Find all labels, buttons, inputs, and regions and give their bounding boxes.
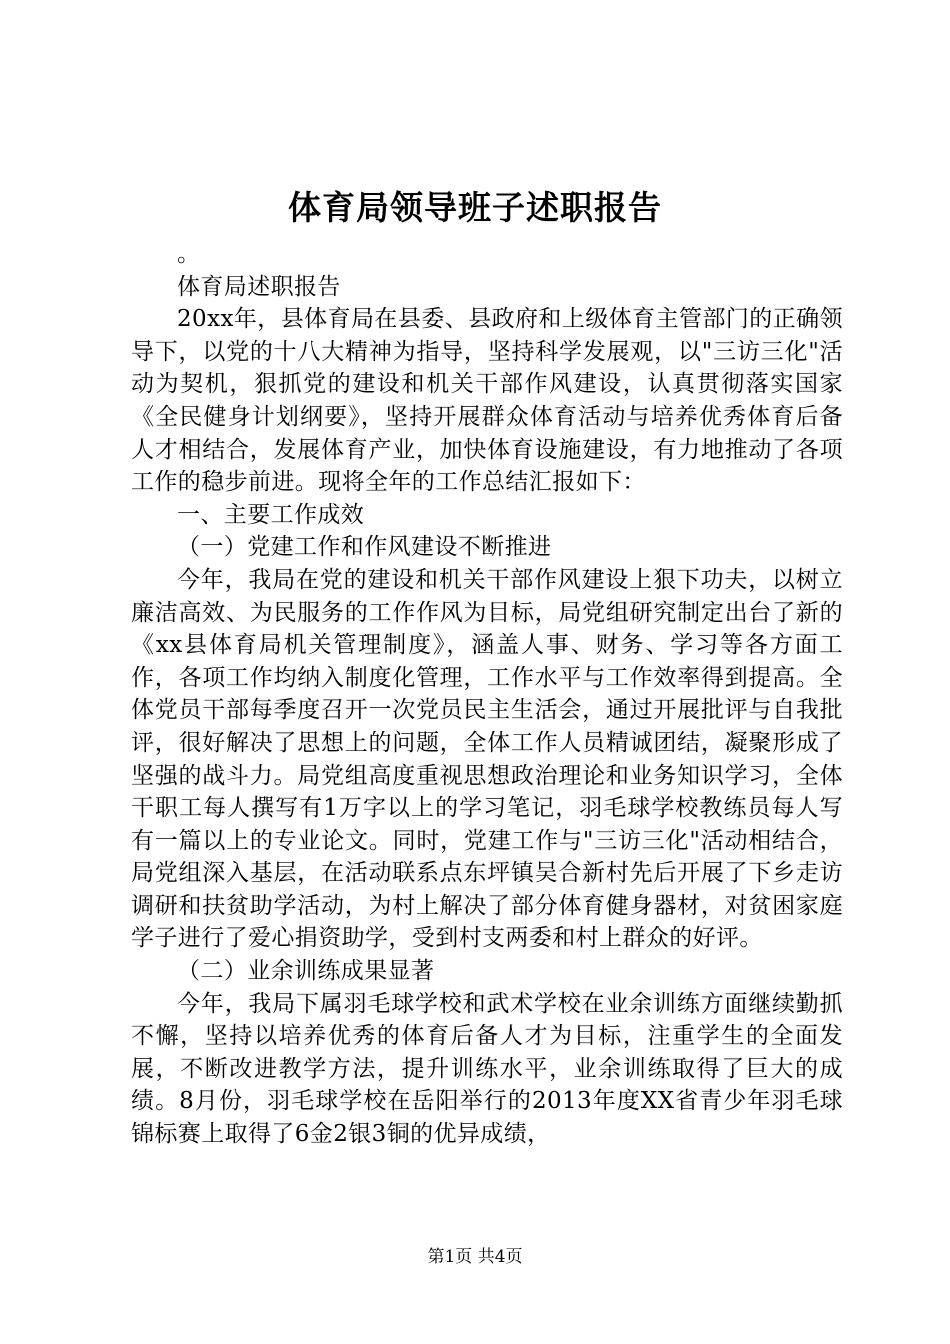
document-title: 体育局领导班子述职报告: [288, 188, 662, 227]
subsection-heading-party-building: （一）党建工作和作风建设不断推进: [177, 534, 552, 561]
page-number-footer: 第1页 共4页: [427, 1247, 523, 1267]
paragraph-training: 今年，我局下属羽毛球学校和武术学校在业余训练方面继续勤抓不懈，坚持以培养优秀的体育后备人才为目标，注重学生的全面发展，不断改进教学方法，提升训练水平，业余训练取得了巨大的成绩。8月份，羽毛球学校在岳阳举行的2013年度XX省青少年羽毛球锦标赛上取得了6金2银3铜的优异成绩，: [131, 990, 843, 1148]
paragraph-party-building: 今年，我局在党的建设和机关干部作风建设上狠下功夫，以树立廉洁高效、为民服务的工作作风为目标，局党组研究制定出台了新的《xx县体育局机关管理制度》，涵盖人事、财务、学习等各方面工作，各项工作均纳入制度化管理，工作水平与工作效率得到提高。全体党员干部每季度召开一次党员民主生活会，通过开展批评与自我批评，很好解决了思想上的问题，全体工作人员精诚团结，凝聚形成了坚强的战斗力。局党组高度重视思想政治理论和业务知识学习，全体干职工每人撰写有1万字以上的学习笔记，羽毛球学校教练员每人写有一篇以上的专业论文。同时，党建工作与"三访三化"活动相结合，局党组深入基层，在活动联系点东坪镇吴合新村先后开展了下乡走访调研和扶贫助学活动，为村上解决了部分体育健身器材，对贫困家庭学子进行了爱心捐资助学，受到村支两委和村上群众的好评。: [131, 566, 843, 952]
subsection-heading-training: （二）业余训练成果显著: [177, 958, 435, 985]
document-body: [131, 238, 843, 1151]
section-heading-main-results: 一、主要工作成效: [177, 501, 365, 528]
paragraph-mark: 。: [177, 241, 201, 267]
paragraph-subtitle: 体育局述职报告: [177, 273, 341, 300]
paragraph-intro: 20xx年，县体育局在县委、县政府和上级体育主管部门的正确领导下，以党的十八大精神为指导，坚持科学发展观，以"三访三化"活动为契机，狠抓党的建设和机关干部作风建设，认真贯彻落实国家《全民健身计划纲要》，坚持开展群众体育活动与培养优秀体育后备人才相结合，发展体育产业，加快体育设施建设，有力地推动了各项工作的稳步前进。现将全年的工作总结汇报如下：: [131, 306, 843, 496]
